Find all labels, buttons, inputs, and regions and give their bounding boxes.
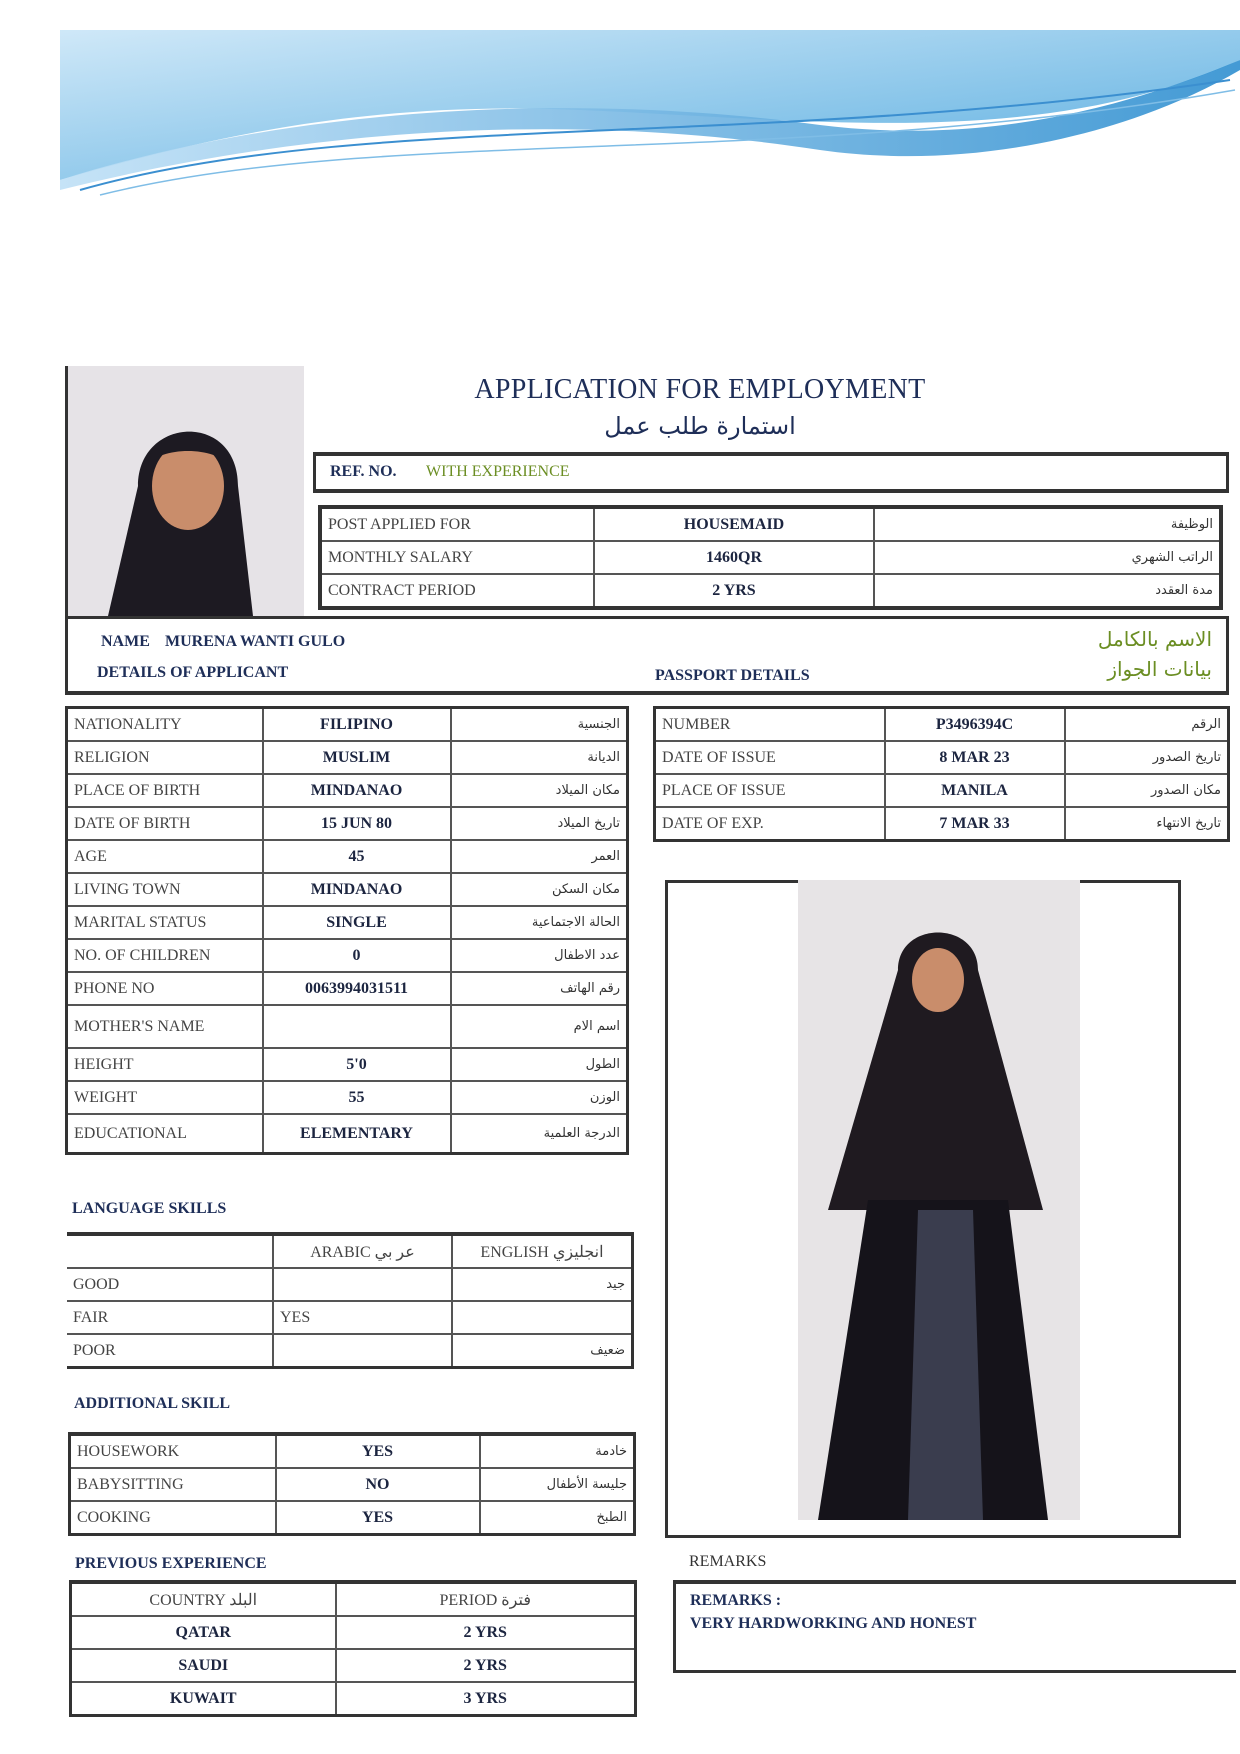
language-english-value: جيد xyxy=(452,1268,633,1301)
table-row xyxy=(67,1114,628,1154)
experience-period: 3 YRS xyxy=(336,1682,636,1716)
applicant-label: HEIGHT xyxy=(67,1048,263,1081)
applicant-value: 55 xyxy=(263,1081,451,1114)
page-title: APPLICATION FOR EMPLOYMENT xyxy=(474,374,926,405)
passport-details-table xyxy=(653,706,1230,842)
passport-label: DATE OF EXP. xyxy=(655,807,885,841)
table-row xyxy=(67,939,628,972)
full-body-figure-icon xyxy=(798,880,1080,1520)
applicant-value: ELEMENTARY xyxy=(263,1114,451,1154)
table-row xyxy=(67,972,628,1005)
applicant-label-arabic: الحالة الاجتماعية xyxy=(451,906,628,939)
applicant-label-arabic: مكان الميلاد xyxy=(451,774,628,807)
table-row xyxy=(71,1582,636,1616)
experience-period: 2 YRS xyxy=(336,1649,636,1682)
applicant-value: 0063994031511 xyxy=(263,972,451,1005)
header-wave-banner xyxy=(60,30,1240,200)
ref-number-label: REF. NO. xyxy=(330,463,397,480)
passport-label-arabic: تاريخ الصدور xyxy=(1065,741,1229,774)
table-row xyxy=(320,541,1221,574)
applicant-label: MOTHER'S NAME xyxy=(67,1005,263,1048)
language-english-value: ضعيف xyxy=(452,1334,633,1368)
passport-value: MANILA xyxy=(885,774,1065,807)
remarks-box xyxy=(673,1580,1236,1673)
job-value: HOUSEMAID xyxy=(594,507,874,541)
applicant-label-arabic: الطول xyxy=(451,1048,628,1081)
table-row xyxy=(67,1334,633,1368)
passport-label: PLACE OF ISSUE xyxy=(655,774,885,807)
name-label-arabic: الاسم بالكامل xyxy=(1097,627,1212,651)
applicant-label-arabic: العمر xyxy=(451,840,628,873)
table-row xyxy=(320,574,1221,608)
passport-value: 7 MAR 33 xyxy=(885,807,1065,841)
applicant-label-arabic: الجنسية xyxy=(451,708,628,742)
experience-country: KUWAIT xyxy=(71,1682,336,1716)
applicant-value: FILIPINO xyxy=(263,708,451,742)
table-row xyxy=(71,1616,636,1649)
details-of-applicant-heading: DETAILS OF APPLICANT xyxy=(97,664,289,681)
job-label-arabic: مدة العقدد xyxy=(874,574,1221,608)
applicant-details-table xyxy=(65,706,629,1155)
language-header-arabic: ARABIC عر بي xyxy=(273,1234,452,1268)
applicant-portrait-photo xyxy=(65,366,304,616)
applicant-label-arabic: تاريخ الميلاد xyxy=(451,807,628,840)
name-label: NAME xyxy=(101,633,150,650)
passport-value: P3496394C xyxy=(885,708,1065,742)
experience-country: QATAR xyxy=(71,1616,336,1649)
applicant-label: AGE xyxy=(67,840,263,873)
table-row xyxy=(70,1468,635,1501)
skill-value: NO xyxy=(276,1468,480,1501)
table-row xyxy=(655,741,1229,774)
passport-details-heading: PASSPORT DETAILS xyxy=(655,667,810,684)
experience-country: SAUDI xyxy=(71,1649,336,1682)
applicant-label: PHONE NO xyxy=(67,972,263,1005)
job-label-arabic: الوظيفة xyxy=(874,507,1221,541)
applicant-label-arabic: الوزن xyxy=(451,1081,628,1114)
job-details-table xyxy=(318,505,1223,610)
table-row xyxy=(655,708,1229,742)
applicant-label-arabic: اسم الام xyxy=(451,1005,628,1048)
passport-details-arabic: بيانات الجواز xyxy=(1107,657,1212,681)
table-row xyxy=(67,1005,628,1048)
table-row xyxy=(655,774,1229,807)
applicant-label-arabic: رقم الهاتف xyxy=(451,972,628,1005)
name-details-bar xyxy=(65,616,1229,695)
applicant-label: LIVING TOWN xyxy=(67,873,263,906)
language-header-blank xyxy=(67,1234,273,1268)
portrait-figure-icon xyxy=(68,366,304,616)
passport-label: DATE OF ISSUE xyxy=(655,741,885,774)
job-value: 2 YRS xyxy=(594,574,874,608)
applicant-label: DATE OF BIRTH xyxy=(67,807,263,840)
table-row xyxy=(67,807,628,840)
skill-label: HOUSEWORK xyxy=(70,1434,276,1468)
applicant-label: NO. OF CHILDREN xyxy=(67,939,263,972)
language-skills-table xyxy=(67,1232,634,1369)
skill-label: BABYSITTING xyxy=(70,1468,276,1501)
table-row xyxy=(67,774,628,807)
applicant-value: 5'0 xyxy=(263,1048,451,1081)
passport-value: 8 MAR 23 xyxy=(885,741,1065,774)
applicant-value: 15 JUN 80 xyxy=(263,807,451,840)
ref-number-row xyxy=(313,452,1229,493)
applicant-label: MARITAL STATUS xyxy=(67,906,263,939)
additional-skill-table xyxy=(68,1432,636,1536)
applicant-label: EDUCATIONAL xyxy=(67,1114,263,1154)
job-label: POST APPLIED FOR xyxy=(320,507,594,541)
table-row xyxy=(71,1682,636,1716)
skill-label-arabic: خادمة xyxy=(480,1434,635,1468)
applicant-value: MUSLIM xyxy=(263,741,451,774)
applicant-label: NATIONALITY xyxy=(67,708,263,742)
applicant-value: MINDANAO xyxy=(263,873,451,906)
table-row xyxy=(67,1268,633,1301)
table-row xyxy=(67,708,628,742)
passport-label-arabic: الرقم xyxy=(1065,708,1229,742)
skill-value: YES xyxy=(276,1501,480,1535)
applicant-label-arabic: الدرجة العلمية xyxy=(451,1114,628,1154)
additional-skill-heading: ADDITIONAL SKILL xyxy=(74,1395,231,1412)
language-arabic-value: YES xyxy=(273,1301,452,1334)
applicant-name: MURENA WANTI GULO xyxy=(165,633,346,650)
applicant-value: 0 xyxy=(263,939,451,972)
table-row xyxy=(71,1649,636,1682)
previous-experience-table xyxy=(69,1580,637,1717)
table-row xyxy=(67,1301,633,1334)
job-value: 1460QR xyxy=(594,541,874,574)
passport-label-arabic: مكان الصدور xyxy=(1065,774,1229,807)
language-skills-heading: LANGUAGE SKILLS xyxy=(72,1200,227,1217)
ref-number-value: WITH EXPERIENCE xyxy=(426,463,570,480)
language-english-value xyxy=(452,1301,633,1334)
skill-label-arabic: جليسة الأطفال xyxy=(480,1468,635,1501)
previous-experience-heading: PREVIOUS EXPERIENCE xyxy=(75,1555,267,1572)
table-row xyxy=(67,1081,628,1114)
language-arabic-value xyxy=(273,1334,452,1368)
remarks-text: VERY HARDWORKING AND HONEST xyxy=(690,1615,977,1632)
remarks-heading: REMARKS xyxy=(689,1553,767,1570)
table-row xyxy=(67,741,628,774)
applicant-value: SINGLE xyxy=(263,906,451,939)
applicant-label-arabic: مكان السكن xyxy=(451,873,628,906)
passport-label-arabic: تاريخ الانتهاء xyxy=(1065,807,1229,841)
full-body-photo xyxy=(798,880,1080,1520)
applicant-value: 45 xyxy=(263,840,451,873)
table-row xyxy=(655,807,1229,841)
table-row xyxy=(70,1434,635,1468)
table-row xyxy=(67,906,628,939)
skill-label-arabic: الطبخ xyxy=(480,1501,635,1535)
full-body-photo-frame xyxy=(665,880,1181,1538)
language-header-english: ENGLISH انجليزي xyxy=(452,1234,633,1268)
job-label: CONTRACT PERIOD xyxy=(320,574,594,608)
job-label-arabic: الراتب الشهري xyxy=(874,541,1221,574)
table-row xyxy=(67,840,628,873)
applicant-value: MINDANAO xyxy=(263,774,451,807)
applicant-label: WEIGHT xyxy=(67,1081,263,1114)
language-level-label: GOOD xyxy=(67,1268,273,1301)
experience-header-period: PERIOD فترة xyxy=(336,1582,636,1616)
table-row xyxy=(70,1501,635,1535)
language-level-label: FAIR xyxy=(67,1301,273,1334)
applicant-label: PLACE OF BIRTH xyxy=(67,774,263,807)
applicant-value xyxy=(263,1005,451,1048)
job-label: MONTHLY SALARY xyxy=(320,541,594,574)
experience-period: 2 YRS xyxy=(336,1616,636,1649)
table-row xyxy=(320,507,1221,541)
table-row xyxy=(67,1234,633,1268)
experience-header-country: COUNTRY البلد xyxy=(71,1582,336,1616)
table-row xyxy=(67,1048,628,1081)
passport-label: NUMBER xyxy=(655,708,885,742)
applicant-label-arabic: عدد الاطفال xyxy=(451,939,628,972)
table-row xyxy=(67,873,628,906)
applicant-label: RELIGION xyxy=(67,741,263,774)
page-title-arabic: استمارة طلب عمل xyxy=(604,412,796,440)
skill-label: COOKING xyxy=(70,1501,276,1535)
language-level-label: POOR xyxy=(67,1334,273,1368)
applicant-label-arabic: الديانة xyxy=(451,741,628,774)
remarks-label: REMARKS : xyxy=(690,1592,782,1609)
skill-value: YES xyxy=(276,1434,480,1468)
language-arabic-value xyxy=(273,1268,452,1301)
